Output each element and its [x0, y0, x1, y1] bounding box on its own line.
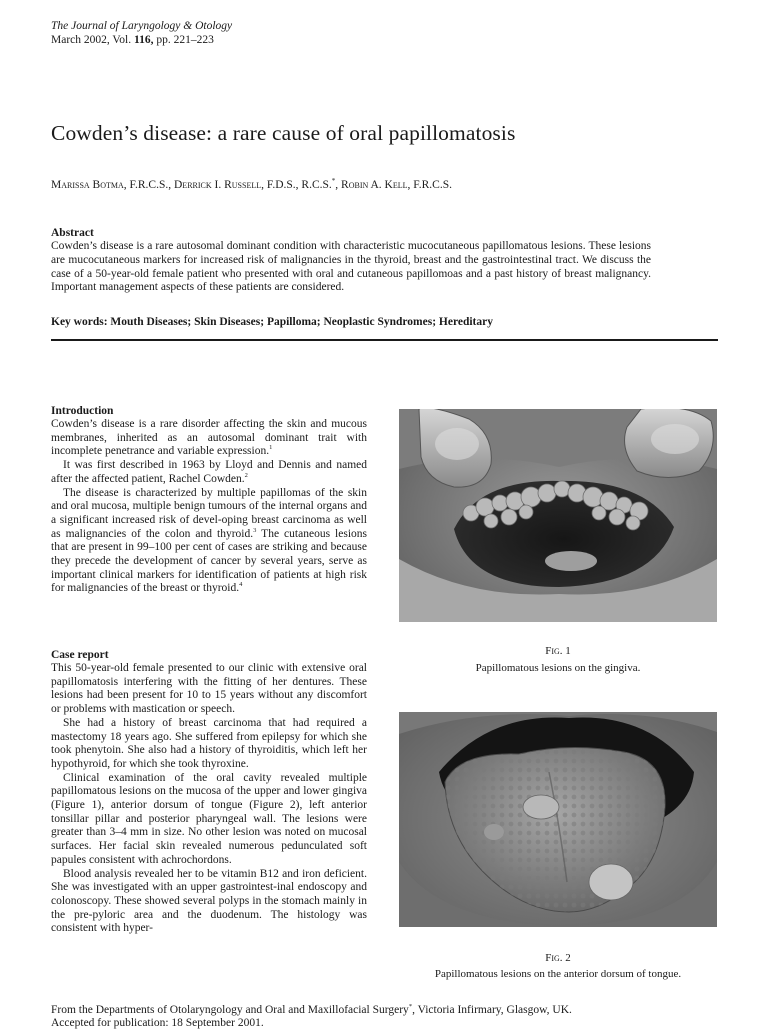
article-title: Cowden’s disease: a rare cause of oral papillomatosis	[51, 121, 516, 145]
author-credentials: , F.D.S., R.C.S.	[261, 178, 332, 191]
reference-mark: 1	[269, 444, 273, 452]
paragraph: She had a history of breast carcinoma that had required a mastectomy 18 years ago. She suffered from epilepsy for which she took phenytoin. She also had a history of thyroiditis, which left her hypothyroid, for which she took thyroxine.	[51, 716, 367, 770]
author-affiliation-mark: *	[331, 177, 336, 185]
affiliation-mark: *	[408, 1003, 413, 1010]
figure-1-caption: Papillomatous lesions on the gingiva.	[475, 662, 641, 674]
introduction-section	[51, 404, 367, 596]
paragraph: The disease is characterized by multiple papillomas of the skin and oral mucosa, multiple benign tumours of the internal organs and a significant increased risk of devel-oping breast carcinoma as well as malignancies of the colon and thyroid.$^3$ The cutaneous lesions that are present in 99–100 per cent of cases are striking and because they precede the development of cancer by several years, serve as important clinical markers for identification of patients at high risk for malignancies of the breast or thyroid.$^4$	[51, 486, 367, 595]
reference-mark: 3	[253, 526, 257, 534]
affiliation-line: From the Departments of Otolaryngology and Oral and Maxillofacial Surgery*, Victoria Infirmary, Glasgow, UK.	[51, 1003, 572, 1016]
keywords: Key words: Mouth Diseases; Skin Diseases; Papilloma; Neoplastic Syndromes; Hereditary	[51, 316, 493, 328]
figure-2-caption: Papillomatous lesions on the anterior dorsum of tongue.	[434, 968, 682, 980]
page-range: pp. 221–223	[153, 34, 214, 46]
journal-issue	[51, 33, 214, 47]
figure-1-photo	[399, 409, 717, 622]
section-divider	[51, 339, 718, 341]
introduction-heading: Introduction	[51, 405, 114, 417]
abstract-body: Cowden’s disease is a rare autosomal dominant condition with characteristic mucocutaneous papillomatous lesions. These lesions are mucocutaneous markers for increased risk of malignancies in the thyroid, breast and the gastrointestinal tract. We discuss the case of a 50-year-old female patient who presented with oral and cutaneous papillomoas and a past history of breast malignancy. Important management aspects of these patients are considered.	[51, 240, 651, 294]
case-report-heading: Case report	[51, 649, 109, 661]
paragraph: This 50-year-old female presented to our clinic with extensive oral papillomatosis interfering with the fitting of her dentures. These lesions had been present for 10 to 15 years without any discomfort or problems with mastication or speech.	[51, 662, 367, 716]
paragraph: Cowden’s disease is a rare disorder affecting the skin and mucous membranes, inherited as an autosomal dominant trait with incomplete penetrance and variable expression.$^1$	[51, 418, 367, 458]
reference-mark: 2	[244, 471, 248, 479]
figure-1-label: Fig. 1	[545, 645, 571, 657]
paragraph: It was first described in 1963 by Lloyd and Dennis and named after the affected patient, Rachel Cowden.$^2$	[51, 459, 367, 485]
paragraph: Clinical examination of the oral cavity revealed multiple papillomatous lesions on the mucosa of the upper and lower gingiva (Figure 1), anterior dorsum of tongue (Figure 2), left anterior tonsillar pillar and posterior pharyngeal wall. The lesions were greater than 3–4 mm in size. No other lesion was noted on mucosal surfaces. Her facial skin revealed numerous pedunculated soft papules consistent with achrochordons.	[51, 771, 367, 866]
figure-2-label: Fig. 2	[545, 952, 571, 964]
reference-mark: 4	[239, 581, 243, 589]
author-credentials: , F.R.C.S.	[407, 178, 452, 191]
figure-2-photo	[399, 712, 717, 927]
abstract-heading: Abstract	[51, 227, 94, 239]
paragraph: Blood analysis revealed her to be vitamin B12 and iron deficient. She was investigated with an upper gastrointest-inal endoscopy and colonoscopy. These showed several polyps in the stomach mainly in the pre-pyloric area and the duodenum. The histology was consistent with hyper-	[51, 867, 367, 935]
footer-affiliation	[51, 1000, 572, 1031]
accepted-date: Accepted for publication: 18 September 2001.	[51, 1017, 264, 1030]
author-list: Marissa Botma, F.R.C.S., Derrick I. Russell, F.D.S., R.C.S.*, Robin A. Kell, F.R.C.S.	[51, 177, 452, 191]
author-name: Robin A. Kell	[341, 178, 408, 191]
author-name: Marissa Botma	[51, 178, 124, 191]
issue-date: March 2002, Vol.	[51, 34, 134, 46]
case-report-section	[51, 648, 367, 936]
journal-name: The Journal of Laryngology & Otology	[51, 20, 233, 32]
volume-number: 116,	[133, 34, 154, 46]
author-name: Derrick I. Russell	[174, 178, 262, 191]
author-credentials: , F.R.C.S.,	[123, 178, 174, 191]
